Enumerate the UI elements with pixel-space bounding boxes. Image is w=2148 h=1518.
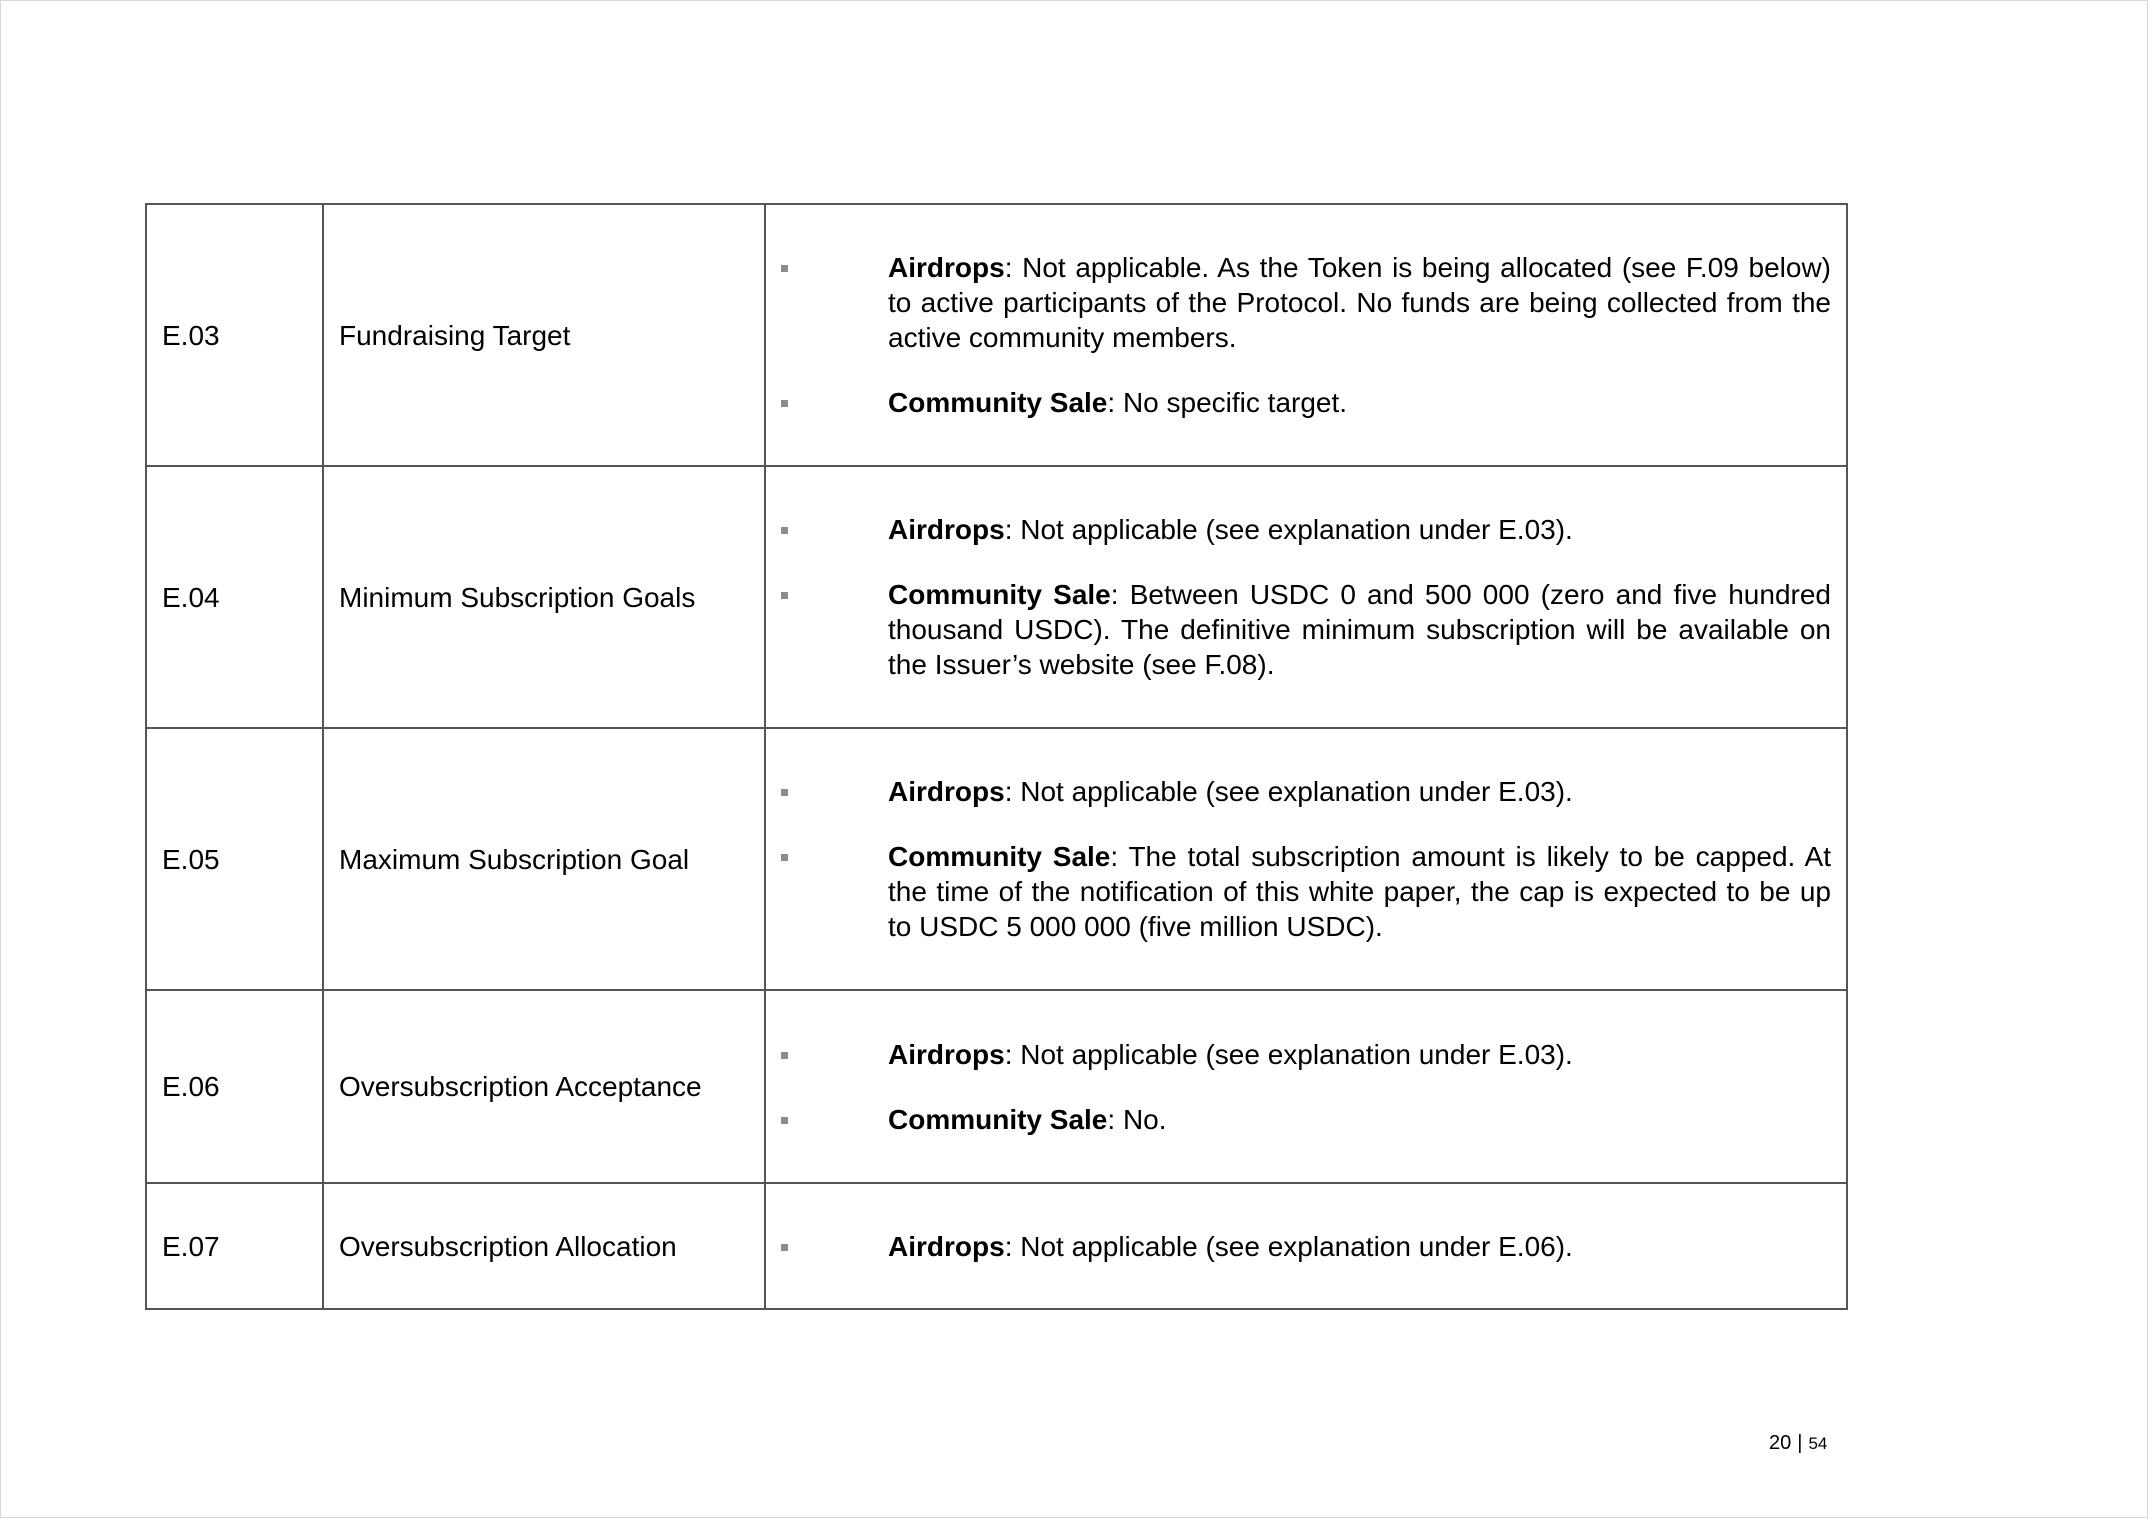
list-item: [766, 1037, 1831, 1072]
list-item: [766, 1102, 1831, 1137]
square-bullet-icon: [766, 839, 888, 874]
table-row: [146, 728, 1847, 990]
list-item: [766, 1229, 1831, 1264]
square-bullet-icon: [766, 1229, 888, 1264]
offer-terms-table: [145, 203, 1848, 1310]
list-item: [766, 512, 1831, 547]
row-id: E.07: [146, 1183, 323, 1309]
item-text: : Between USDC 0 and 500 000 (zero and five hundred thousand USDC). The definitive minimum subscription will be available on the Issuer’s website (see F.08).: [888, 579, 1831, 680]
row-content: [765, 204, 1847, 466]
item-label: Community Sale: [888, 387, 1108, 418]
square-bullet-icon: [766, 577, 888, 612]
row-content: [765, 1183, 1847, 1309]
square-bullet-icon: [766, 512, 888, 547]
row-title: Oversubscription Acceptance: [323, 990, 765, 1183]
item-text: : No specific target.: [1107, 387, 1348, 418]
item-label: Community Sale: [888, 1103, 1108, 1135]
table-row: [146, 466, 1847, 728]
row-content: [765, 990, 1847, 1183]
table-row: [146, 204, 1847, 466]
square-bullet-icon: [766, 250, 888, 285]
row-content: [765, 728, 1847, 990]
item-label: Community Sale: [888, 841, 1111, 872]
row-content: [765, 466, 1847, 728]
list-item: [766, 839, 1831, 944]
page-current: 20: [1769, 1432, 1792, 1454]
square-bullet-icon: [766, 1037, 888, 1072]
item-label: Airdrops: [888, 252, 1005, 283]
square-bullet-icon: [766, 1102, 888, 1137]
item-label: Airdrops: [888, 1038, 1005, 1070]
item-text: : The total subscription amount is likely to be capped. At the time of the notification of this white paper, the cap is expected to be up to USDC 5 000 000 (five million USDC).: [888, 841, 1831, 942]
square-bullet-icon: [766, 385, 888, 420]
list-item: [766, 385, 1831, 420]
row-title: Fundraising Target: [323, 204, 765, 466]
list-item: [766, 250, 1831, 355]
square-bullet-icon: [766, 774, 888, 809]
item-text: : No.: [1107, 1103, 1167, 1135]
table-row: [146, 990, 1847, 1183]
row-title: Maximum Subscription Goal: [323, 728, 765, 990]
table-row: [146, 1183, 1847, 1309]
page-separator: |: [1797, 1432, 1803, 1454]
item-label: Airdrops: [888, 1230, 1005, 1262]
item-text: : Not applicable (see explanation under E.03).: [1004, 1038, 1573, 1070]
item-text: : Not applicable. As the Token is being allocated (see F.09 below) to active participants of the Protocol. No funds are being collected from the active community members.: [888, 252, 1831, 353]
list-item: [766, 577, 1831, 682]
row-id: E.04: [146, 466, 323, 728]
item-text: : Not applicable (see explanation under E.03).: [1004, 514, 1573, 545]
row-id: E.03: [146, 204, 323, 466]
row-title: Minimum Subscription Goals: [323, 466, 765, 728]
row-id: E.06: [146, 990, 323, 1183]
item-text: : Not applicable (see explanation under E.03).: [1004, 776, 1573, 807]
page-total: 54: [1808, 1434, 1828, 1453]
page-number: [1769, 1431, 1827, 1456]
row-id: E.05: [146, 728, 323, 990]
item-text: : Not applicable (see explanation under E.06).: [1004, 1230, 1573, 1262]
list-item: [766, 774, 1831, 809]
item-label: Community Sale: [888, 579, 1111, 610]
item-label: Airdrops: [888, 514, 1005, 545]
row-title: Oversubscription Allocation: [323, 1183, 765, 1309]
item-label: Airdrops: [888, 776, 1005, 807]
